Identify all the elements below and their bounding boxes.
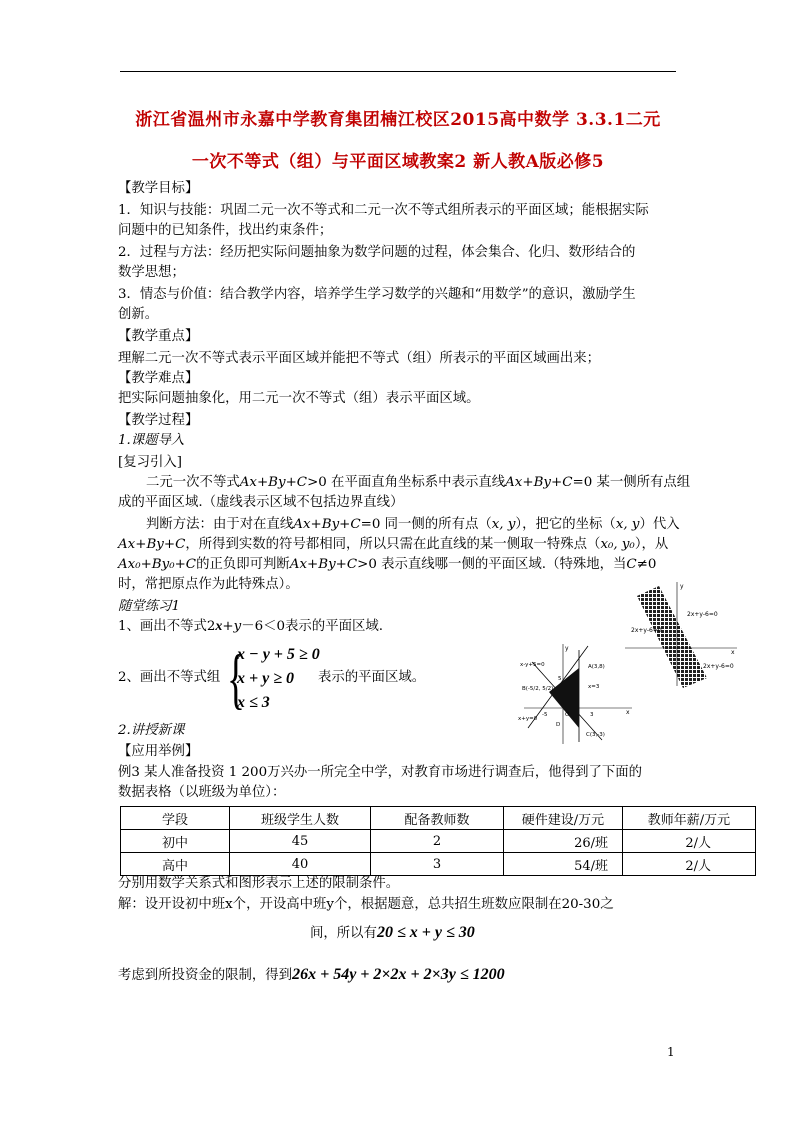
section-2-title: 2.讲授新课 (118, 723, 185, 738)
goal-2a: 2．过程与方法：经历把实际问题抽象为数学问题的过程，体会集合、化归、数形结合的 (118, 245, 636, 260)
point-label: A(3,8) (588, 664, 605, 670)
solution-3: 考虑到所投资金的限制，得到26x + 54y + 2×2x + 2×3y ≤ 1200 (118, 966, 505, 983)
goal-2b: 数学思想； (118, 265, 185, 280)
exercise-2-suffix: 表示的平面区域。 (318, 670, 426, 685)
tick-label: 5 (558, 676, 562, 682)
tick-label: -5 (542, 712, 548, 718)
para-1b: 成的平面区域.（虚线表示区域不包括边界直线） (118, 495, 404, 510)
application-heading: 【应用举例】 (118, 744, 199, 759)
point-label: C(3,-3) (586, 732, 605, 738)
table-cell: 高中 (121, 853, 230, 876)
process-heading: 【教学过程】 (118, 413, 199, 428)
system-eq-2: x + y ≥ 0 (237, 670, 294, 687)
goal-3b: 创新。 (118, 307, 159, 322)
axis-label-y: y (680, 583, 684, 590)
solution-1: 解：设开设初中班x个，开设高中班y个，根据题意，总共招生班数应限制在20-30之 (118, 897, 614, 912)
origin-label: O (565, 712, 570, 718)
goal-3a: 3．情态与价值：结合教学内容，培养学生学习数学的兴趣和“用数学”的意识，激励学生 (118, 287, 636, 302)
para-1a: 二元一次不等式Ax+By+C>0 在平面直角坐标系中表示直线Ax+By+C=0 某一侧所有点组 (146, 475, 691, 490)
shaded-region (637, 586, 707, 688)
top-rule (120, 71, 676, 72)
line-label: 2x+y-6=0 (631, 627, 662, 634)
table-cell: 45 (230, 830, 371, 853)
table-header: 配备教师数 (371, 807, 504, 830)
para-2b: Ax+By+C，所得到实数的符号都相同，所以只需在此直线的某一侧取一特殊点（x₀, y₀），从 (118, 537, 669, 552)
para-2c: Ax₀+By₀+C的正负即可判断Ax+By+C>0 表示直线哪一侧的平面区域.（特殊地，当C≠0 (118, 557, 657, 572)
difficult-text: 把实际问题抽象化，用二元一次不等式（组）表示平面区域。 (118, 391, 480, 406)
difficult-heading: 【教学难点】 (118, 371, 199, 386)
table-row (121, 853, 756, 876)
axis-label-x: x (626, 709, 630, 716)
section-1-title: 1.课题导入 (118, 433, 185, 448)
table-cell: 3 (371, 853, 504, 876)
figure-inequality-2 (516, 644, 636, 746)
shaded-triangle (549, 668, 579, 728)
example-3b: 数据表格（以班级为单位）： (118, 785, 286, 800)
table-header-row (121, 807, 756, 830)
table-cell: 2/人 (623, 853, 756, 876)
table-row (121, 830, 756, 853)
data-table (120, 806, 756, 876)
line-label: x-y+5=0 (520, 662, 545, 668)
exercise-1: 1、画出不等式2x+y－6＜0表示的平面区域. (118, 619, 384, 634)
line-label: x=3 (588, 684, 600, 690)
review-label: [复习引入] (118, 455, 183, 470)
line-label: 2x+y-6=0 (687, 611, 718, 618)
key-heading: 【教学重点】 (118, 329, 199, 344)
doc-title-line1: 浙江省温州市永嘉中学教育集团楠江校区2015高中数学 3.3.1二元 (135, 110, 661, 130)
tick-label: 3 (590, 712, 594, 718)
page-number: 1 (667, 1045, 675, 1059)
table-header: 班级学生人数 (230, 807, 371, 830)
para-2a: 判断方法：由于对在直线Ax+By+C=0 同一侧的所有点（x, y），把它的坐标（x, y）代入 (146, 517, 680, 532)
point-label: B(-5/2, 5/2) (522, 686, 554, 692)
axis-label-y: y (565, 645, 569, 652)
exercise-2-prefix: 2、画出不等式组 (118, 670, 221, 685)
doc-title-line2: 一次不等式（组）与平面区域教案2 新人教A版必修5 (191, 152, 605, 172)
system-brace: { (227, 640, 245, 716)
table-cell: 2 (371, 830, 504, 853)
goal-1b: 问题中的已知条件，找出约束条件； (118, 223, 333, 238)
table-cell: 2/人 (623, 830, 756, 853)
goal-1a: 1．知识与技能：巩固二元一次不等式和二元一次不等式组所表示的平面区域；能根据实际 (118, 203, 649, 218)
point-label: D (556, 722, 561, 728)
practice-title: 随堂练习1 (118, 599, 181, 614)
line-label: x+y=0 (518, 716, 538, 722)
system-eq-3: x ≤ 3 (237, 694, 270, 711)
key-text: 理解二元一次不等式表示平面区域并能把不等式（组）所表示的平面区域画出来； (118, 351, 601, 366)
axis-label-x: x (731, 649, 735, 656)
solution-2: 间，所以有20 ≤ x + y ≤ 30 (310, 924, 475, 941)
table-header: 硬件建设/万元 (504, 807, 623, 830)
example-3a: 例3 某人准备投资 1 200万兴办一所完全中学，对教育市场进行调查后，他得到了下面的 (118, 765, 643, 780)
line-label: 2x+y-6=0 (703, 663, 734, 670)
table-cell: 初中 (121, 830, 230, 853)
table-header: 教师年薪/万元 (623, 807, 756, 830)
goals-heading: 【教学目标】 (118, 181, 199, 196)
system-eq-1: x − y + 5 ≥ 0 (237, 646, 320, 663)
table-after-text: 分别用数学关系式和图形表示上述的限制条件。 (118, 876, 400, 891)
table-header: 学段 (121, 807, 230, 830)
table-cell: 40 (230, 853, 371, 876)
table-cell: 26/班 (504, 830, 623, 853)
figure-inequality-1 (625, 582, 741, 688)
table-cell: 54/班 (504, 853, 623, 876)
para-2d: 时，常把原点作为此特殊点）。 (118, 577, 299, 592)
